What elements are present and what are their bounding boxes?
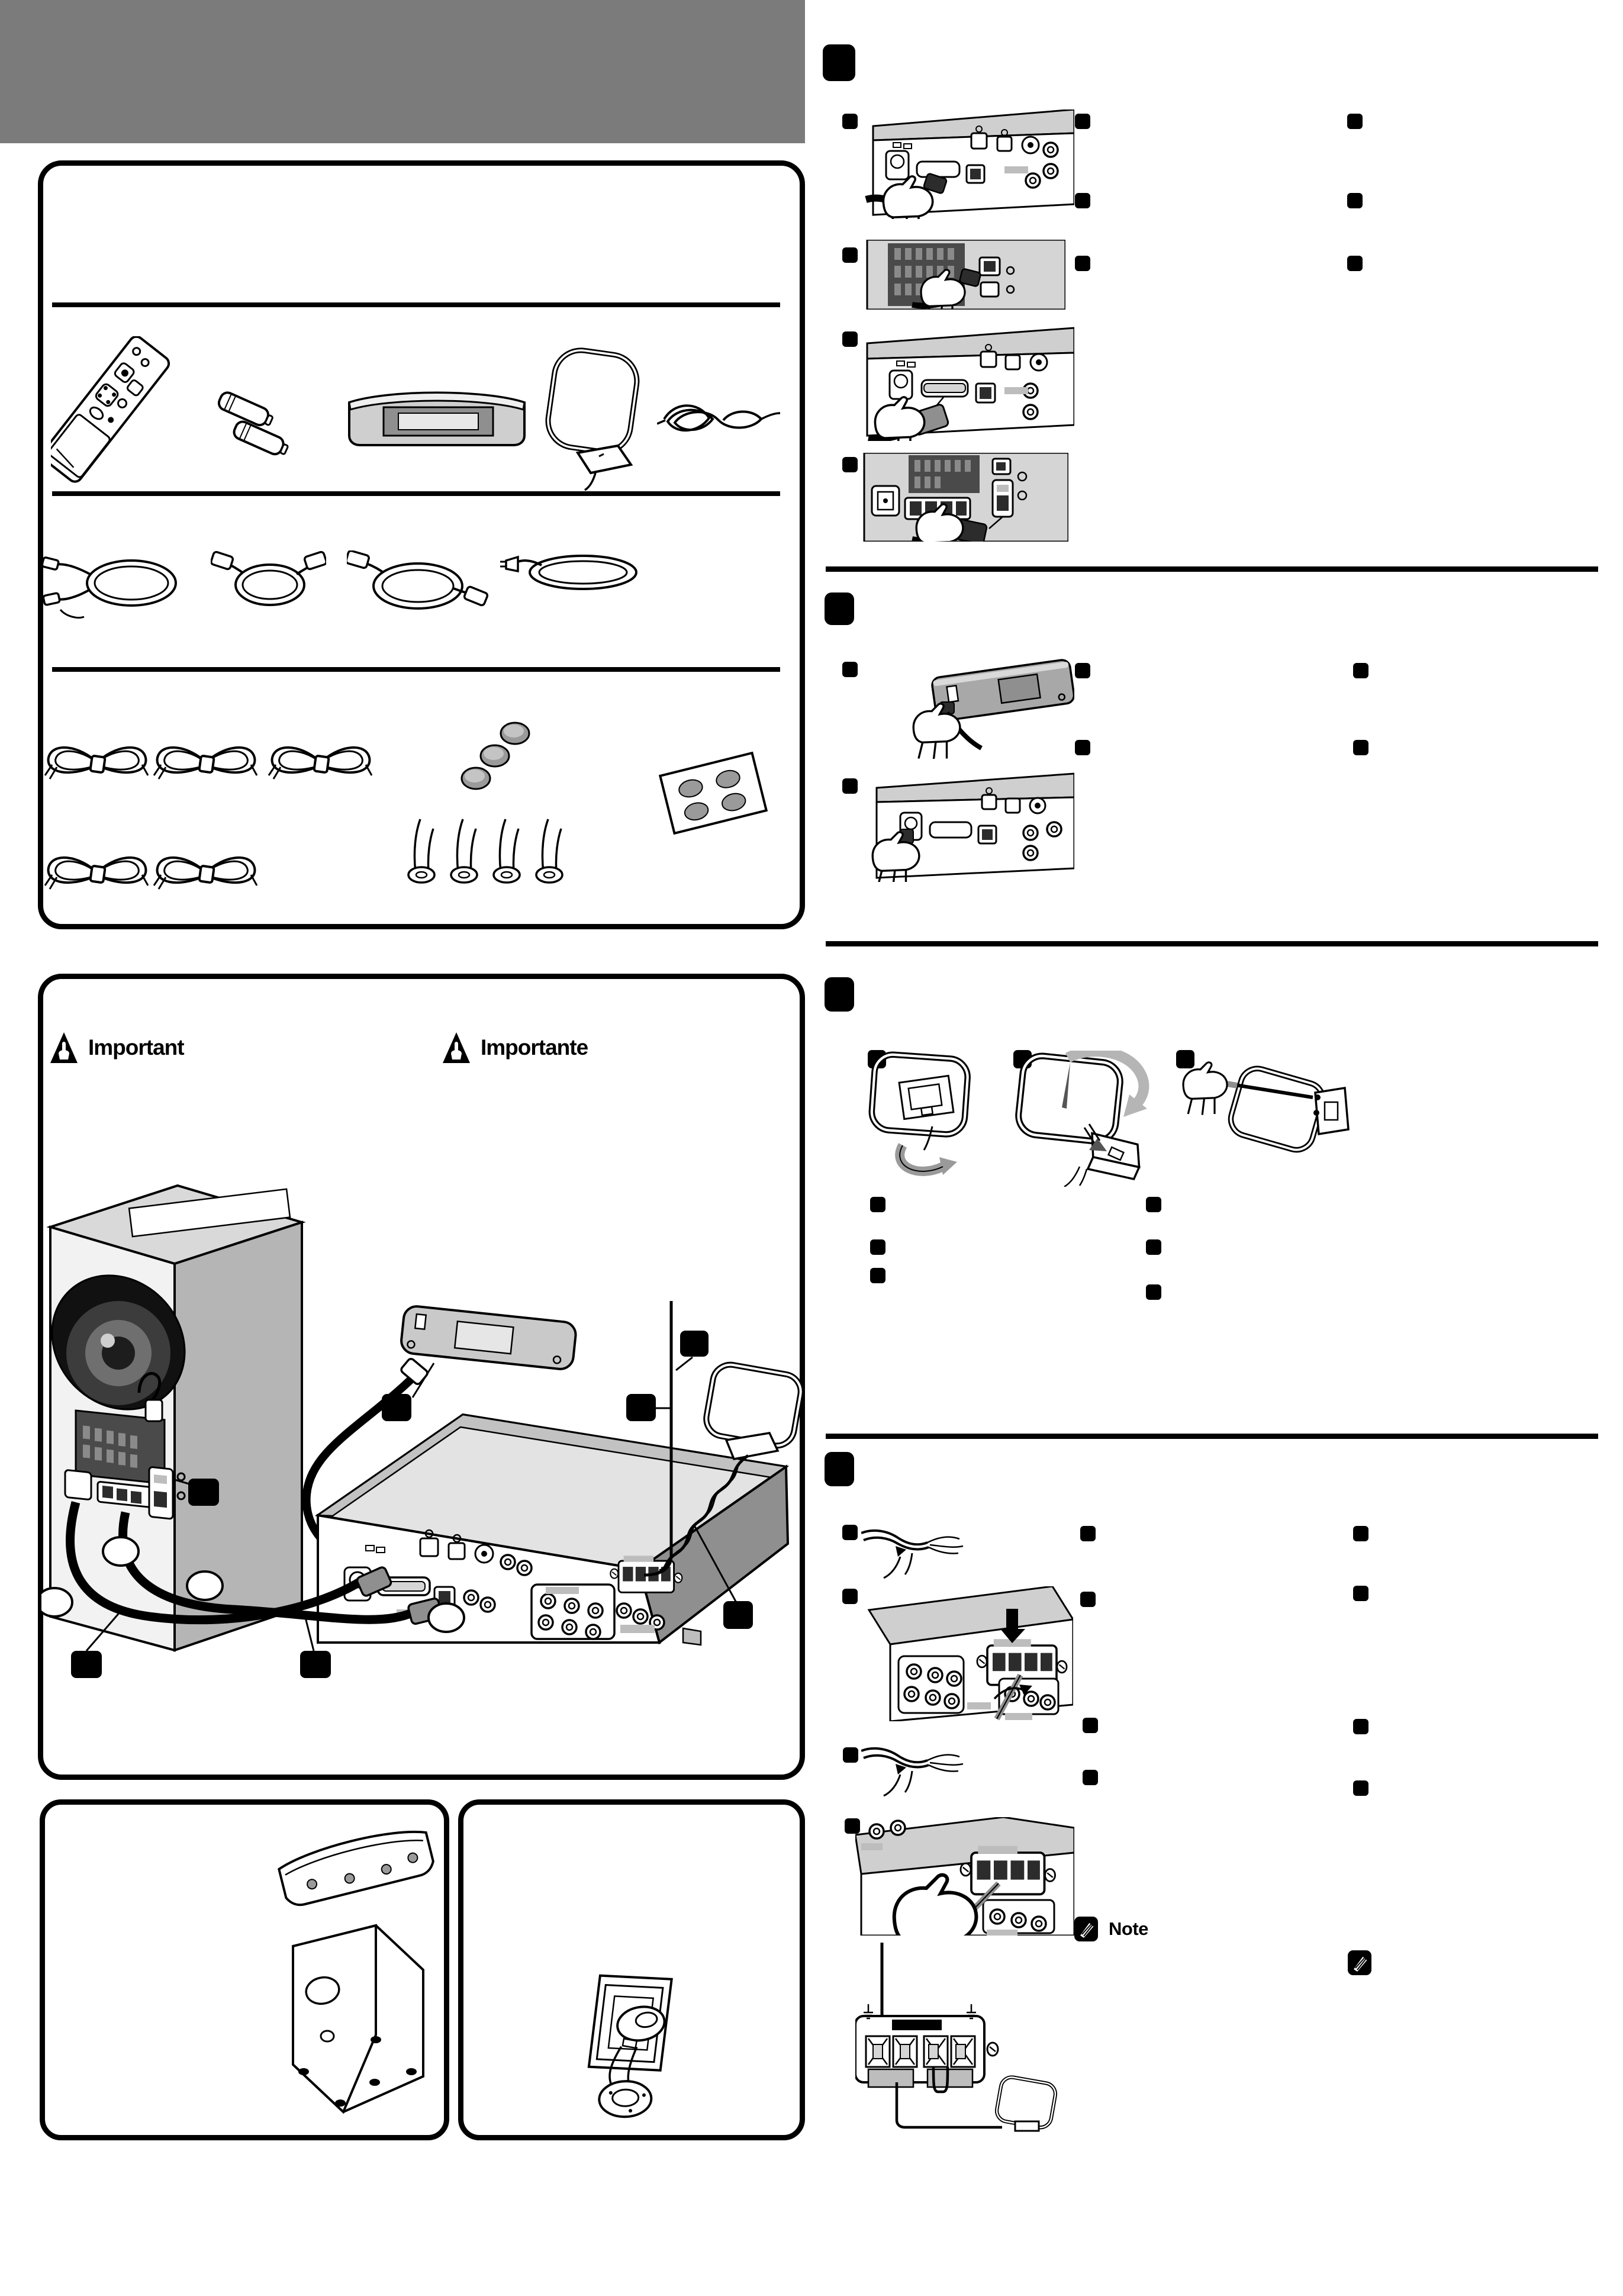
list-bullet-square	[842, 1525, 858, 1540]
list-bullet-square	[1083, 1718, 1098, 1733]
list-bullet-square	[1146, 1239, 1161, 1255]
remote-control-illustration	[51, 336, 193, 490]
list-bullet-square	[1146, 1197, 1161, 1212]
list-bullet-square	[870, 1197, 885, 1212]
sticker-sheet-illustration	[648, 749, 778, 838]
illustration-twist-wire-strands-2	[861, 1740, 968, 1796]
step-number-badge	[825, 977, 854, 1012]
list-bullet-square	[870, 1239, 885, 1255]
fm-wire-antenna-illustration	[657, 395, 781, 443]
illustration-antenna-fold-stand	[867, 1051, 994, 1187]
list-bullet-square	[842, 778, 858, 794]
section-divider	[826, 566, 1598, 572]
system-cable-short-illustration	[211, 550, 326, 613]
list-bullet-square	[1353, 1586, 1368, 1601]
step-number-badge	[825, 1452, 854, 1486]
non-skid-pads-illustration	[456, 719, 539, 793]
list-bullet-square	[1080, 1526, 1096, 1541]
list-bullet-square	[842, 662, 858, 677]
stereo-audio-cable-illustration	[43, 550, 194, 622]
illustration-twist-wire-strands-1	[861, 1522, 968, 1579]
speaker-wire-bundle-3	[268, 741, 378, 788]
illustration-insert-speaker-wire	[855, 1817, 1074, 1936]
subwoofer-illustration	[50, 1186, 302, 1650]
list-bullet-square	[1075, 740, 1090, 755]
section-divider	[826, 1434, 1598, 1439]
batteries-illustration	[210, 391, 299, 456]
illustration-connect-cable-to-subwoofer	[855, 240, 1065, 310]
display-unit-illustration	[342, 385, 532, 453]
list-bullet-square	[1080, 1592, 1096, 1607]
pads-placement-illustration	[44, 1804, 435, 2127]
list-bullet-square	[1353, 1780, 1368, 1796]
list-bullet-square	[1075, 256, 1090, 271]
list-bullet-square	[1083, 1770, 1098, 1785]
speaker-wire-bundle-2	[153, 741, 263, 788]
wall-mount-illustration	[463, 1804, 790, 2127]
accessories-rule-3	[52, 667, 780, 672]
list-bullet-square	[1347, 256, 1363, 271]
list-bullet-square	[842, 1589, 858, 1604]
illustration-connect-power-cord-subwoofer	[855, 453, 1068, 542]
list-bullet-square	[1146, 1284, 1161, 1300]
list-bullet-square	[1353, 1719, 1368, 1734]
list-bullet-square	[870, 1268, 885, 1283]
illustration-connect-system-cable-receiver	[855, 326, 1074, 441]
section-divider	[826, 941, 1598, 946]
important-label-en: Important	[88, 1035, 184, 1060]
note-label: Note	[1109, 1918, 1148, 1939]
system-connection-diagram	[41, 978, 803, 1766]
header-band	[0, 0, 805, 143]
speaker-wire-bundle-4	[44, 851, 154, 899]
illustration-antenna-clip-stand	[1013, 1051, 1161, 1187]
step-number-badge	[825, 592, 854, 625]
dvd-receiver-illustration	[318, 1415, 788, 1645]
note-pencil-icon	[1348, 1950, 1371, 1976]
list-bullet-square	[1353, 1526, 1368, 1541]
power-cord-illustration	[500, 548, 645, 598]
am-loop-antenna-illustration	[542, 346, 649, 491]
speaker-wire-bundle-1	[44, 741, 154, 788]
list-bullet-square	[1075, 663, 1090, 678]
important-label-es: Importante	[481, 1035, 588, 1060]
list-bullet-square	[1353, 663, 1368, 678]
list-bullet-square	[1075, 114, 1090, 129]
note-pencil-icon	[1074, 1917, 1098, 1941]
speaker-wire-bundle-5	[153, 851, 263, 899]
antenna-terminal-diagram	[855, 1943, 1074, 2138]
speaker-stand-pins-illustration	[398, 816, 587, 887]
accessories-rule-2	[52, 491, 780, 496]
display-unit-illustration-diagram	[400, 1305, 577, 1370]
system-cable-long-illustration	[347, 550, 489, 619]
list-bullet-square	[1347, 114, 1363, 129]
illustration-connect-display-cable-receiver	[867, 772, 1074, 882]
step-number-badge	[823, 44, 855, 81]
illustration-connect-cable-to-display	[912, 658, 1074, 759]
illustration-connect-cable-to-receiver	[855, 110, 1074, 219]
illustration-antenna-attach-wires	[1178, 1058, 1355, 1153]
list-bullet-square	[843, 1747, 858, 1763]
illustration-speaker-terminal-receiver	[857, 1586, 1073, 1721]
list-bullet-square	[1347, 193, 1363, 208]
accessories-rule-1	[52, 302, 780, 307]
list-bullet-square	[1075, 193, 1090, 208]
note-callout	[1074, 1917, 1148, 1941]
list-bullet-square	[1353, 740, 1368, 755]
